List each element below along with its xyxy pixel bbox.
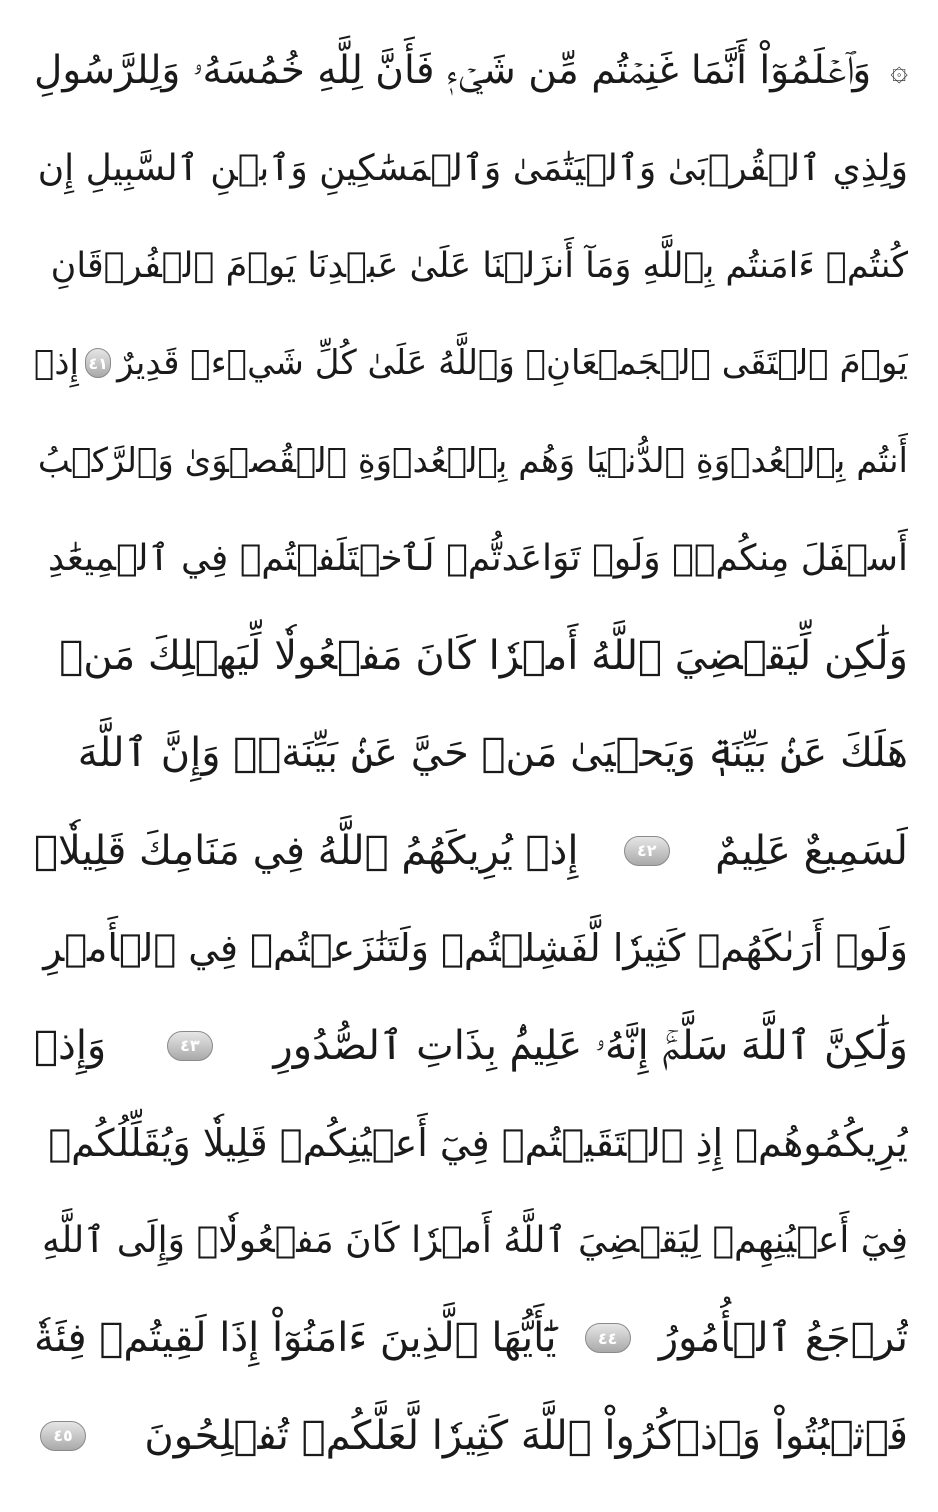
verse-line xyxy=(34,510,908,608)
verse-line xyxy=(34,1290,908,1388)
verse-text: فِيٓ أَعۡيُنِهِمۡ لِيَقۡضِيَ ٱللَّهُ أَمۡرٗا كَانَ مَفۡعُولٗاۗ وَإِلَى ٱللَّهِ xyxy=(41,1220,908,1262)
ayah-number-marker: ٤٣ xyxy=(167,1031,213,1061)
hizb-mark-icon: ۞ xyxy=(890,53,908,89)
verse-line xyxy=(34,315,908,413)
ayah-number-marker: ٤١ xyxy=(85,348,111,378)
verse-text: وَإِذۡ xyxy=(34,1022,107,1069)
verse-line xyxy=(34,705,908,803)
verse-line xyxy=(34,1095,908,1193)
verse-text: وَلَوۡ أَرَىٰكَهُمۡ كَثِيرٗا لَّفَشِلۡتُمۡ وَلَتَنَٰزَعۡتُمۡ فِي ٱلۡأَمۡرِ xyxy=(43,926,908,971)
verse-text: وَلَٰكِن لِّيَقۡضِيَ ٱللَّهُ أَمۡرٗا كَانَ مَفۡعُولٗا لِّيَهۡلِكَ مَنۡ xyxy=(59,632,908,679)
verse-line xyxy=(34,217,908,315)
verse-line xyxy=(34,22,908,120)
verse-text: يَٰٓأَيُّهَا ٱلَّذِينَ ءَامَنُوٓاْ إِذَا لَقِيتُمۡ فِئَةٗ xyxy=(34,1315,557,1362)
verse-text: أَسۡفَلَ مِنكُمۡۚ وَلَوۡ تَوَاعَدتُّمۡ لَٱخۡتَلَفۡتُمۡ فِي ٱلۡمِيعَٰدِ xyxy=(48,537,908,579)
verse-text: فَٱثۡبُتُواْ وَٱذۡكُرُواْ ٱللَّهَ كَثِيرٗا لَّعَلَّكُمۡ تُفۡلِحُونَ xyxy=(144,1412,908,1459)
verse-text: إِذۡ يُرِيكَهُمُ ٱللَّهُ فِي مَنَامِكَ قَلِيلٗاۖ xyxy=(34,827,579,874)
verse-text: يَوۡمَ ٱلۡتَقَى ٱلۡجَمۡعَانِۗ وَٱللَّهُ عَلَىٰ كُلِّ شَيۡءٖ قَدِيرٌ xyxy=(117,343,908,384)
verse-line xyxy=(34,1192,908,1290)
verse-text: لَسَمِيعٌ عَلِيمٌ xyxy=(715,827,908,874)
verse-text: تُرۡجَعُ ٱلۡأُمُورُ xyxy=(658,1315,908,1362)
verse-line xyxy=(34,412,908,510)
verse-text: هَلَكَ عَنۢ بَيِّنَةٖ وَيَحۡيَىٰ مَنۡ حَيَّ عَنۢ بَيِّنَةٖۗ وَإِنَّ ٱللَّهَ xyxy=(77,730,908,777)
verse-text: أَنتُم بِٱلۡعُدۡوَةِ ٱلدُّنۡيَا وَهُم بِٱلۡعُدۡوَةِ ٱلۡقُصۡوَىٰ وَٱلرَّكۡبُ xyxy=(37,440,908,481)
ayah-number-marker: ٤٥ xyxy=(40,1421,86,1451)
verse-line xyxy=(34,1387,908,1485)
verse-line xyxy=(34,802,908,900)
verse-text: وَلِذِي ٱلۡقُرۡبَىٰ وَٱلۡيَتَٰمَىٰ وَٱلۡمَسَٰكِينِ وَٱبۡنِ ٱلسَّبِيلِ إِن xyxy=(37,147,908,189)
verse-text: يُرِيكُمُوهُمۡ إِذِ ٱلۡتَقَيۡتُمۡ فِيٓ أَعۡيُنِكُمۡ قَلِيلٗا وَيُقَلِّلُكُمۡ xyxy=(48,1121,908,1166)
verse-line xyxy=(34,900,908,998)
verse-line xyxy=(34,997,908,1095)
verse-text: إِذۡ xyxy=(34,343,79,384)
verse-text: وَٱعۡلَمُوٓاْ أَنَّمَا غَنِمۡتُم مِّن شَيۡءٖ فَأَنَّ لِلَّهِ خُمُسَهُۥ وَلِلرَّسُولِ xyxy=(34,48,872,94)
verse-lines xyxy=(34,22,908,1485)
verse-text: كُنتُمۡ ءَامَنتُم بِٱللَّهِ وَمَآ أَنزَلۡنَا عَلَىٰ عَبۡدِنَا يَوۡمَ ٱلۡفُرۡقَانِ xyxy=(50,245,908,286)
ayah-number-marker: ٤٤ xyxy=(585,1323,631,1353)
verse-text: وَلَٰكِنَّ ٱللَّهَ سَلَّمَۚ إِنَّهُۥ عَلِيمُۢ بِذَاتِ ٱلصُّدُورِ xyxy=(273,1022,908,1069)
verse-line xyxy=(34,607,908,705)
verse-line xyxy=(34,120,908,218)
ayah-number-marker: ٤٢ xyxy=(624,836,670,866)
